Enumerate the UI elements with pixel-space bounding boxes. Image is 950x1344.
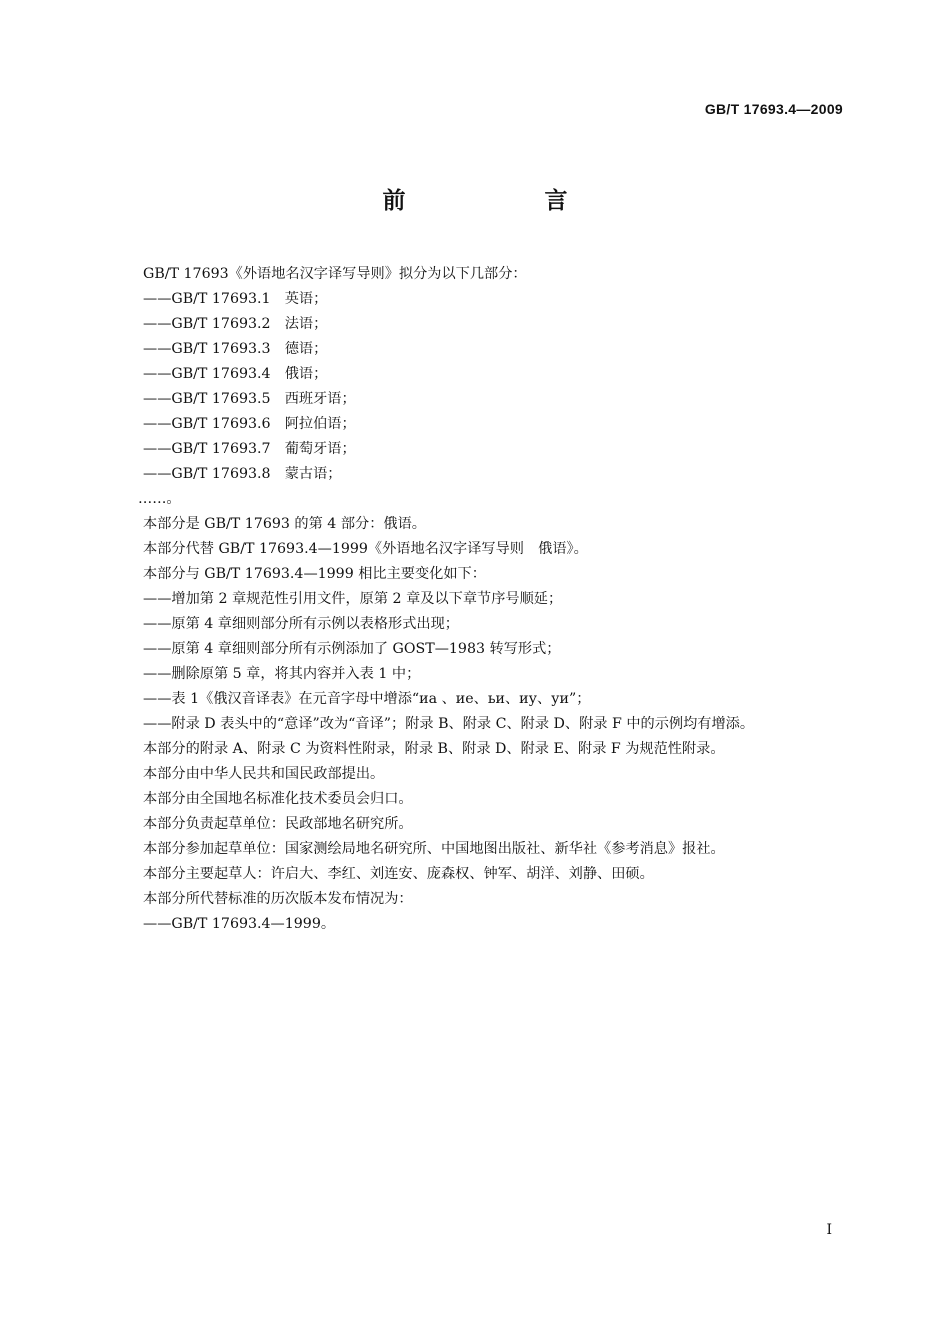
list-item: ——原第 4 章细则部分所有示例以表格形式出现； [143, 616, 459, 632]
paragraph: 本部分代替 GB/T 17693.4—1999《外语地名汉字译写导则 俄语》。 [143, 541, 588, 557]
list-item: ——GB/T 17693.4—1999。 [143, 916, 336, 932]
paragraph: 本部分的附录 A、附录 C 为资料性附录，附录 B、附录 D、附录 E、附录 F 为规范性附录。 [143, 741, 725, 757]
ellipsis-line: ……。 [138, 491, 181, 507]
body-text [138, 262, 843, 937]
paragraph: 本部分所代替标准的历次版本发布情况为： [143, 891, 413, 907]
list-item: ——GB/T 17693.4 俄语； [143, 366, 328, 382]
page-title: 前 言 [382, 188, 626, 214]
list-item: ——原第 4 章细则部分所有示例添加了 GOST—1983 转写形式； [143, 641, 561, 657]
paragraph: 本部分由全国地名标准化技术委员会归口。 [143, 791, 413, 807]
list-item: ——增加第 2 章规范性引用文件，原第 2 章及以下章节序号顺延； [143, 591, 563, 607]
paragraph: 本部分是 GB/T 17693 的第 4 部分：俄语。 [143, 516, 426, 532]
paragraph: 本部分参加起草单位：国家测绘局地名研究所、中国地图出版社、新华社《参考消息》报社。 [143, 841, 725, 857]
list-item: ——GB/T 17693.8 蒙古语； [143, 466, 342, 482]
standard-code: GB/T 17693.4—2009 [704, 101, 843, 117]
paragraph: 本部分与 GB/T 17693.4—1999 相比主要变化如下： [143, 566, 486, 582]
list-item: ——GB/T 17693.2 法语； [143, 316, 328, 332]
list-item: ——GB/T 17693.3 德语； [143, 341, 328, 357]
page-number: I [826, 1222, 832, 1238]
list-item: ——GB/T 17693.7 葡萄牙语； [143, 441, 356, 457]
paragraph: 本部分由中华人民共和国民政部提出。 [143, 766, 385, 782]
list-item: ——GB/T 17693.5 西班牙语； [143, 391, 356, 407]
list-item: ——表 1《俄汉音译表》在元音字母中增添“иа 、ие、ьи、иу、уи”； [143, 691, 591, 707]
list-item: ——附录 D 表头中的“意译”改为“音译”；附录 B、附录 C、附录 D、附录 F 中的示例均有增添。 [143, 716, 755, 732]
paragraph: GB/T 17693《外语地名汉字译写导则》拟分为以下几部分： [143, 266, 527, 282]
list-item: ——GB/T 17693.1 英语； [143, 291, 328, 307]
paragraph: 本部分主要起草人：许启大、李红、刘连安、庞森权、钟军、胡洋、刘静、田硕。 [143, 866, 654, 882]
paragraph: 本部分负责起草单位：民政部地名研究所。 [143, 816, 413, 832]
list-item: ——删除原第 5 章，将其内容并入表 1 中； [143, 666, 421, 682]
list-item: ——GB/T 17693.6 阿拉伯语； [143, 416, 356, 432]
